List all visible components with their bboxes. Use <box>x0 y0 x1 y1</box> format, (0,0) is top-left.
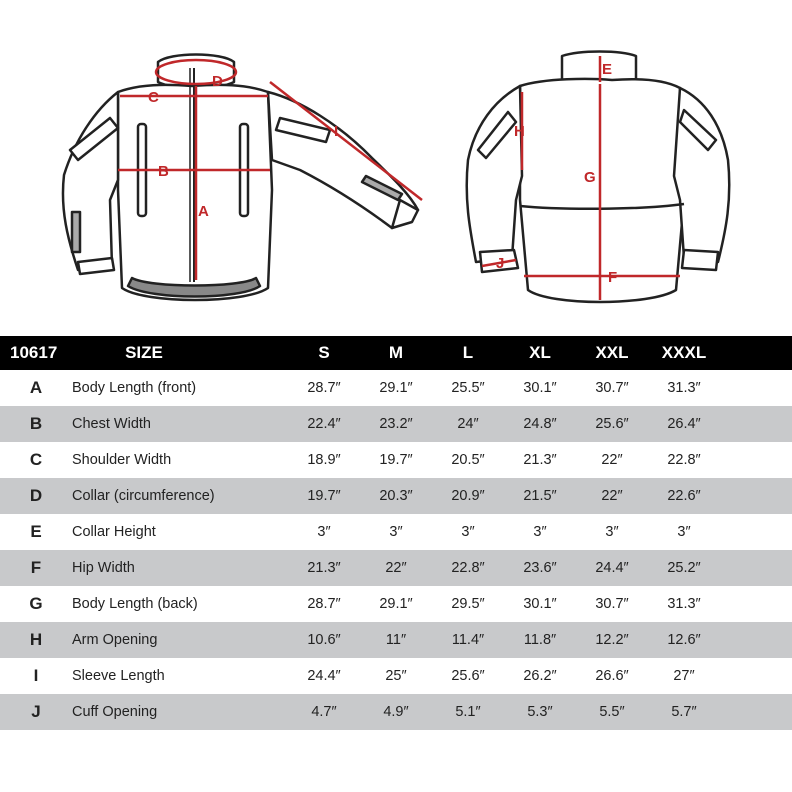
row-label: Sleeve Length <box>72 668 165 684</box>
row-label: Chest Width <box>72 416 151 432</box>
product-code: 10617 <box>10 343 58 362</box>
row-value: 25.5″ <box>451 380 485 396</box>
row-value: 22.4″ <box>307 416 341 432</box>
row-letter: D <box>29 486 43 505</box>
table-row <box>0 406 792 442</box>
row-label: Arm Opening <box>72 632 158 648</box>
label-d: D <box>212 73 223 90</box>
row-value: 25.2″ <box>667 560 701 576</box>
row-value: 29.1″ <box>379 380 413 396</box>
front-jacket-drawing <box>63 55 418 301</box>
row-value: 3″ <box>533 524 547 540</box>
label-i: I <box>334 123 339 140</box>
row-value: 31.3″ <box>667 380 701 396</box>
row-value: 18.9″ <box>307 452 341 468</box>
table-row <box>0 514 792 550</box>
label-f: F <box>608 269 618 286</box>
row-value: 20.9″ <box>451 488 485 504</box>
row-value: 19.7″ <box>307 488 341 504</box>
row-letter: C <box>29 450 43 469</box>
row-value: 24.8″ <box>523 416 557 432</box>
label-h: H <box>514 123 525 140</box>
row-value: 10.6″ <box>307 632 341 648</box>
row-value: 5.3″ <box>527 704 553 720</box>
table-body <box>0 370 792 730</box>
row-label: Body Length (back) <box>72 596 198 612</box>
row-value: 22″ <box>385 560 407 576</box>
table-row <box>0 478 792 514</box>
row-value: 21.3″ <box>523 452 557 468</box>
label-g: G <box>584 169 596 186</box>
row-label: Collar (circumference) <box>72 488 215 504</box>
size-col-l: L <box>462 343 474 362</box>
row-value: 30.1″ <box>523 596 557 612</box>
back-jacket-drawing <box>467 52 730 303</box>
row-label: Body Length (front) <box>72 380 197 396</box>
row-value: 19.7″ <box>379 452 413 468</box>
row-value: 11.4″ <box>451 632 485 648</box>
table-row <box>0 550 792 586</box>
row-value: 30.7″ <box>595 596 629 612</box>
row-value: 28.7″ <box>307 380 341 396</box>
row-value: 23.6″ <box>523 560 557 576</box>
row-value: 11.8″ <box>523 632 557 648</box>
label-b: B <box>158 163 169 180</box>
row-value: 11″ <box>385 632 407 648</box>
row-value: 22″ <box>601 452 623 468</box>
table-row <box>0 658 792 694</box>
row-value: 28.7″ <box>307 596 341 612</box>
row-letter: E <box>30 522 42 541</box>
size-header: SIZE <box>125 343 163 362</box>
row-label: Collar Height <box>72 524 156 540</box>
size-chart-table <box>0 336 792 730</box>
label-a: A <box>198 203 209 220</box>
row-value: 3″ <box>389 524 403 540</box>
label-e: E <box>602 61 613 78</box>
row-letter: J <box>31 702 41 721</box>
row-value: 25.6″ <box>451 668 485 684</box>
row-value: 5.7″ <box>671 704 697 720</box>
row-value: 22″ <box>601 488 623 504</box>
row-label: Shoulder Width <box>72 452 172 468</box>
row-letter: A <box>29 378 43 397</box>
row-value: 26.4″ <box>667 416 701 432</box>
row-value: 3″ <box>605 524 619 540</box>
row-value: 5.5″ <box>599 704 625 720</box>
row-label: Cuff Opening <box>72 704 158 720</box>
row-value: 26.2″ <box>523 668 557 684</box>
row-value: 30.1″ <box>523 380 557 396</box>
table-row <box>0 442 792 478</box>
row-value: 29.5″ <box>451 596 485 612</box>
table-row <box>0 370 792 406</box>
row-value: 22.8″ <box>451 560 485 576</box>
row-value: 5.1″ <box>455 704 481 720</box>
size-col-xxl: XXL <box>595 343 629 362</box>
row-value: 22.6″ <box>667 488 701 504</box>
table-row <box>0 586 792 622</box>
row-value: 20.3″ <box>379 488 413 504</box>
row-value: 4.7″ <box>311 704 337 720</box>
size-col-m: M <box>388 343 404 362</box>
row-value: 22.8″ <box>667 452 701 468</box>
row-value: 24.4″ <box>307 668 341 684</box>
row-value: 26.6″ <box>595 668 629 684</box>
row-value: 12.6″ <box>667 632 701 648</box>
row-value: 24″ <box>457 416 479 432</box>
row-value: 29.1″ <box>379 596 413 612</box>
row-value: 25.6″ <box>595 416 629 432</box>
row-value: 3″ <box>461 524 475 540</box>
row-label: Hip Width <box>72 560 135 576</box>
row-letter: H <box>29 630 43 649</box>
row-letter: B <box>29 414 43 433</box>
row-value: 3″ <box>317 524 331 540</box>
row-value: 3″ <box>677 524 691 540</box>
row-value: 24.4″ <box>595 560 629 576</box>
row-value: 30.7″ <box>595 380 629 396</box>
size-col-xl: XL <box>529 343 551 362</box>
jacket-diagram <box>0 0 792 320</box>
row-value: 4.9″ <box>383 704 409 720</box>
row-letter: F <box>30 558 42 577</box>
row-value: 21.5″ <box>523 488 557 504</box>
label-c: C <box>148 89 159 106</box>
row-value: 23.2″ <box>379 416 413 432</box>
jacket-illustration <box>0 0 792 320</box>
size-col-xxxl: XXXL <box>661 343 707 362</box>
size-col-s: S <box>318 343 330 362</box>
row-value: 21.3″ <box>307 560 341 576</box>
row-value: 25″ <box>385 668 407 684</box>
row-value: 20.5″ <box>451 452 485 468</box>
row-letter: G <box>29 594 43 613</box>
row-value: 27″ <box>673 668 695 684</box>
table-row <box>0 622 792 658</box>
label-j: J <box>496 255 505 272</box>
row-value: 12.2″ <box>595 632 629 648</box>
row-value: 31.3″ <box>667 596 701 612</box>
row-letter: I <box>33 666 39 685</box>
table-row <box>0 694 792 730</box>
table-header <box>0 336 792 370</box>
